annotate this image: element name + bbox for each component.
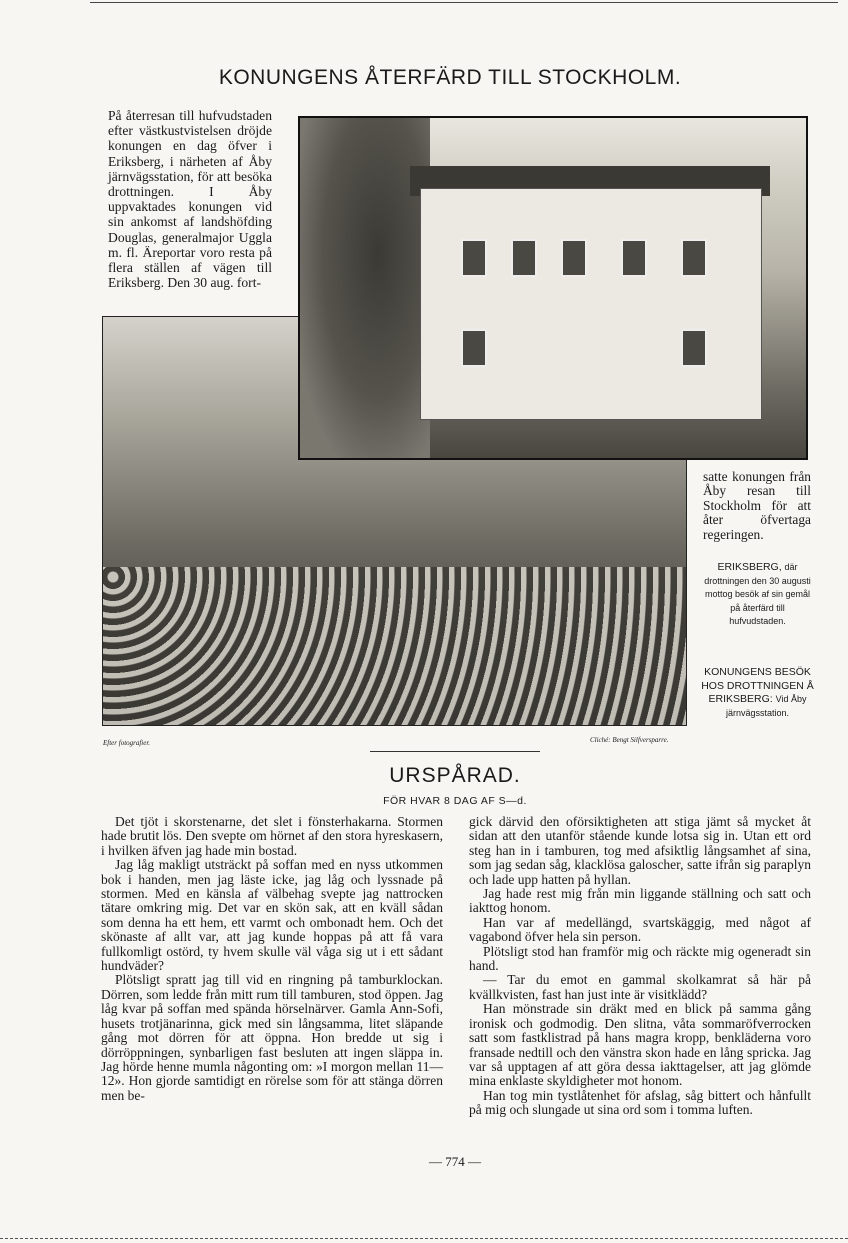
window — [461, 329, 487, 367]
story-column-right — [469, 815, 811, 1118]
house-photo — [298, 116, 808, 460]
paragraph: Han mönstrade sin dräkt med en blick på samma gång ironisk och godmodig. Den slitna, våta sommaröfverrocken satt som fastklistrad på hans magra kropp, benkläderna voro fransade nedtill och den vänstra skon hade en lång spricka. Jag var så upptagen af att göra dessa iakttagelser, att jag glömde mina enklaste skyldigheter mot honom. — [469, 1001, 811, 1089]
station-caption-head: KONUNGENS BESÖK HOS DROTTNINGEN Å ERIKSBERG: — [701, 666, 814, 705]
paragraph: Jag hade rest mig från min liggande ställning och satt och iakttog honom. — [469, 886, 811, 916]
paragraph: Han tog min tystlåtenhet för afslag, såg bittert och hånfullt på mig och slungade ut sina ord som i tomma luften. — [469, 1087, 811, 1118]
window — [511, 239, 537, 277]
photo-credit-right: Cliché: Bengt Silfversparre. — [590, 736, 669, 744]
paragraph: Plötsligt spratt jag till vid en ringning på tamburklockan. Dörren, som ledde från mitt rum till tamburen, stod öppen. Jag låg kvar på soffan med spända hörselnärver. Gamla Ann-Sofi, husets trotjänarinna, gick med sin långsamma, litet släpande gång mot dörren för att öppna. Hon bredde ut sig i dörröppningen, synbarligen fast besluten att ingen släppa in. Jag hörde henne mumla någonting om: »I morgon mellan 11—12». Hon gjorde samtidigt en rörelse som för att stänga dörren men be- — [101, 972, 443, 1103]
window — [681, 329, 707, 367]
window — [561, 239, 587, 277]
window — [461, 239, 487, 277]
crowd-illustration — [103, 567, 686, 725]
paragraph: gick därvid den oförsiktigheten att stiga jämt så mycket åt sidan att den utanför stående kunde lotsa sig in. Utan ett ord steg han in i tamburen, tog med afsiktlig långsamhet af sina, som jag sedan såg, klacklösa galoscher, satte ifrån sig paraplyn och lade upp hatten på hyllan. — [469, 814, 811, 887]
page-title: KONUNGENS ÅTERFÄRD TILL STOCKHOLM. — [218, 66, 682, 89]
window — [621, 239, 647, 277]
paragraph: Plötsligt stod han framför mig och räckte mig ogeneradt sin hand. — [469, 943, 811, 974]
section-divider — [370, 751, 540, 752]
story-column-left — [101, 815, 443, 1103]
paragraph: Jag låg makligt utsträckt på soffan med en nyss utkommen bok i handen, men jag läste icke, jag låg och lyssnade på stormen. Med en känsla af välbehag svepte jag nattrocken tätare omkring mig. Det var en skön sak, att en kväll sådan som denna ha ett hem, ett varmt och ombonadt hem. Och det skönaste af allt var, att jag kunde hoppas på att få vara fullkomligt ostörd, ty hvem skulle väl våga sig ut i ett sådant hundväder? — [101, 857, 443, 974]
station-caption — [701, 666, 814, 720]
house-facade — [420, 188, 762, 420]
article-continuation: satte konungen från Åby resan till Stockholm för att åter öfvertaga regeringen. — [703, 469, 811, 542]
story-byline: FÖR HVAR 8 DAG AF S—d. — [383, 795, 527, 807]
paragraph: Han var af medellängd, svartskäggig, med något af vagabond öfver hela sin person. — [469, 914, 811, 945]
page-number: — 774 — — [429, 1154, 481, 1169]
photo-credit-left: Efter fotografier. — [103, 739, 151, 747]
bottom-rule — [0, 1238, 848, 1239]
story-title: URSPÅRAD. — [389, 764, 521, 787]
house-caption — [701, 561, 814, 629]
paragraph: — Tar du emot en gammal skolkamrat så här på kvällkvisten, fast han just inte är visitklädd? — [469, 972, 811, 1002]
window — [681, 239, 707, 277]
paragraph: Det tjöt i skorstenarne, det slet i fönsterhakarna. Stormen hade brutit lös. Den svepte om hörnet af den stora hyreskasern, i hvilken äfven jag hade min bostad. — [101, 814, 443, 858]
house-caption-head: ERIKSBERG, — [717, 561, 782, 573]
top-rule — [90, 2, 838, 3]
article-intro: På återresan till hufvudstaden efter västkustvistelsen dröjde konungen en dag öfver i Eriksberg, i närheten af Åby järnvägsstation, för att besöka drottningen. I Åby uppvaktades konungen vid sin ankomst af landshöfding Douglas, generalmajor Uggla m. fl. Äreportar voro resta på flera ställen af vägen till Eriksberg. Den 30 aug. fort- — [108, 108, 272, 291]
house-caption-body: där drottningen den 30 augusti mottog besök af sin gemål på återfärd till hufvudstaden. — [704, 562, 811, 626]
station-caption-body: Vid Åby järnvägsstation. — [725, 694, 807, 718]
